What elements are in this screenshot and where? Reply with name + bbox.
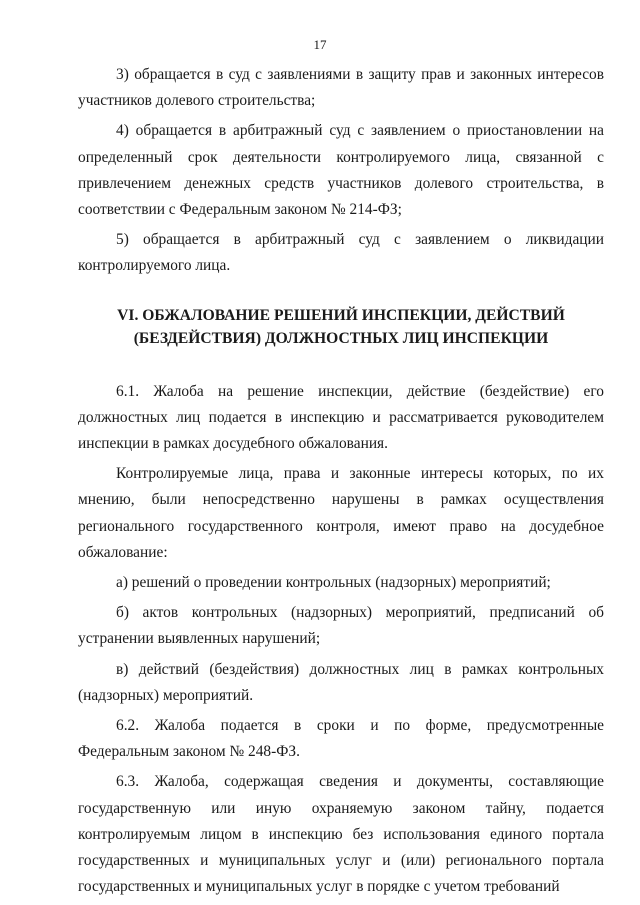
list-item-b: б) актов контрольных (надзорных) мероприятий, предписаний об устранении выявленных нарушений; xyxy=(78,604,604,648)
paragraph-6-2: 6.2. Жалоба подается в сроки и по форме, предусмотренные Федеральным законом № 248-ФЗ. xyxy=(78,717,604,761)
page-number: 17 xyxy=(313,37,327,52)
list-item-v: в) действий (бездействия) должностных лиц в рамках контрольных (надзорных) мероприятий. xyxy=(78,660,604,704)
section-heading xyxy=(78,304,604,350)
list-item-a: а) решений о проведении контрольных (надзорных) мероприятий; xyxy=(116,574,551,592)
paragraph-controlled-persons: Контролируемые лица, права и законные интересы которых, по их мнению, были непосредственно нарушены в рамках осуществления регионального государственного контроля, имеют право на досудебное обжалование: xyxy=(78,465,604,561)
paragraph-6-1: 6.1. Жалоба на решение инспекции, действие (бездействие) его должностных лиц подается в инспекцию и рассматривается руководителем инспекции в рамках досудебного обжалования. xyxy=(78,382,604,453)
paragraph-item-5: 5) обращается в арбитражный суд с заявлением о ликвидации контролируемого лица. xyxy=(78,231,604,275)
section-heading-line-1: VI. ОБЖАЛОВАНИЕ РЕШЕНИЙ ИНСПЕКЦИИ, ДЕЙСТВИЙ xyxy=(117,306,565,324)
paragraph-6-3: 6.3. Жалоба, содержащая сведения и документы, составляющие государственную или иную охраняемую законом тайну, подается контролируемым лицом в инспекцию без использования единого портала государственных и муниципальных услуг и (или) регионального портала государственных и муниципальных услуг в порядке с учетом требований xyxy=(78,773,604,896)
document-body xyxy=(78,62,604,900)
paragraph-item-3: 3) обращается в суд с заявлениями в защиту прав и законных интересов участников долевого строительства; xyxy=(78,66,604,110)
section-heading-line-2: (БЕЗДЕЙСТВИЯ) ДОЛЖНОСТНЫХ ЛИЦ ИНСПЕКЦИИ xyxy=(133,329,549,347)
paragraph-item-4: 4) обращается в арбитражный суд с заявлением о приостановлении на определенный срок деятельности контролируемого лица, связанной с привлечением денежных средств участников долевого строительства, в соответствии с Федеральным законом № 214-ФЗ; xyxy=(78,122,604,219)
